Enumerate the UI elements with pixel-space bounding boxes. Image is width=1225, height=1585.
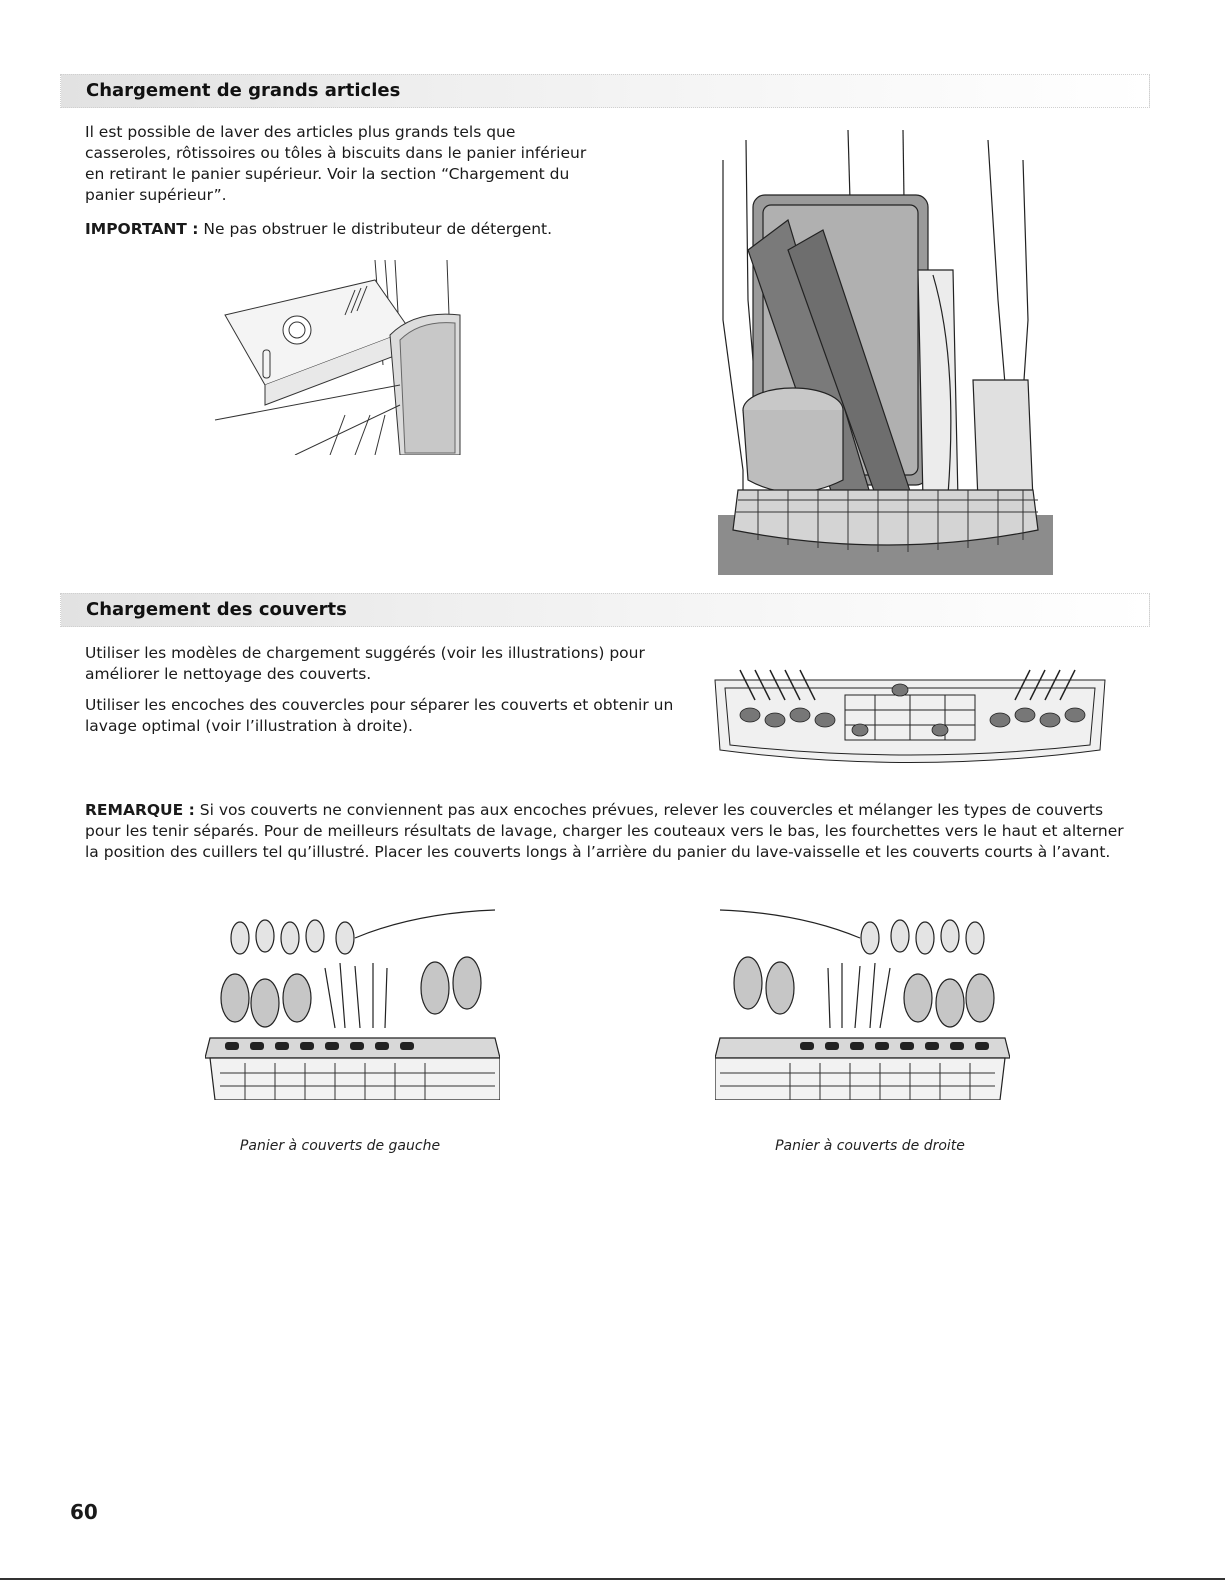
important-label: IMPORTANT : — [85, 220, 199, 238]
silverware-basket-covers-illustration — [700, 660, 1120, 775]
important-text: Ne pas obstruer le distributeur de détergent. — [203, 220, 553, 238]
caption-right-basket: Panier à couverts de droite — [775, 1138, 965, 1154]
section-title-large-items: Chargement de grands articles — [86, 80, 401, 101]
section-title-silverware: Chargement des couverts — [86, 599, 347, 620]
detergent-dispenser-illustration — [205, 255, 465, 455]
silverware-note — [85, 800, 1130, 863]
lower-rack-with-pans-illustration — [718, 120, 1053, 575]
right-silverware-basket-illustration — [715, 908, 1010, 1100]
note-text: Si vos couverts ne conviennent pas aux encoches prévues, relever les couvercles et mélanger les types de couverts pour les tenir séparés. Pour de meilleurs résultats de lavage, charger les couteaux vers le bas, les fourchettes vers le haut et alterner la position des cuillers tel qu’illustré. Placer les couverts longs à l’arrière du panier du lave-vaisselle et les couverts courts à l’avant. — [85, 801, 1124, 861]
page-number: 60 — [70, 1500, 98, 1524]
important-note — [85, 219, 645, 240]
note-label: REMARQUE : — [85, 801, 195, 819]
silverware-paragraph-1: Utiliser les modèles de chargement suggérés (voir les illustrations) pour améliorer le nettoyage des couverts. — [85, 644, 645, 683]
bottom-rule — [0, 1578, 1225, 1580]
large-items-paragraph: Il est possible de laver des articles plus grands tels que casseroles, rôtissoires ou tôles à biscuits dans le panier inférieur en retirant le panier supérieur. Voir la section “Chargement du panier supérieur”. — [85, 123, 587, 204]
caption-left-basket: Panier à couverts de gauche — [239, 1138, 441, 1154]
section-header-large-items — [60, 74, 1150, 108]
silverware-paragraph-2: Utiliser les encoches des couvercles pour séparer les couverts et obtenir un lavage optimal (voir l’illustration à droite). — [85, 696, 674, 735]
left-silverware-basket-illustration — [205, 908, 500, 1100]
section-header-silverware — [60, 593, 1150, 627]
